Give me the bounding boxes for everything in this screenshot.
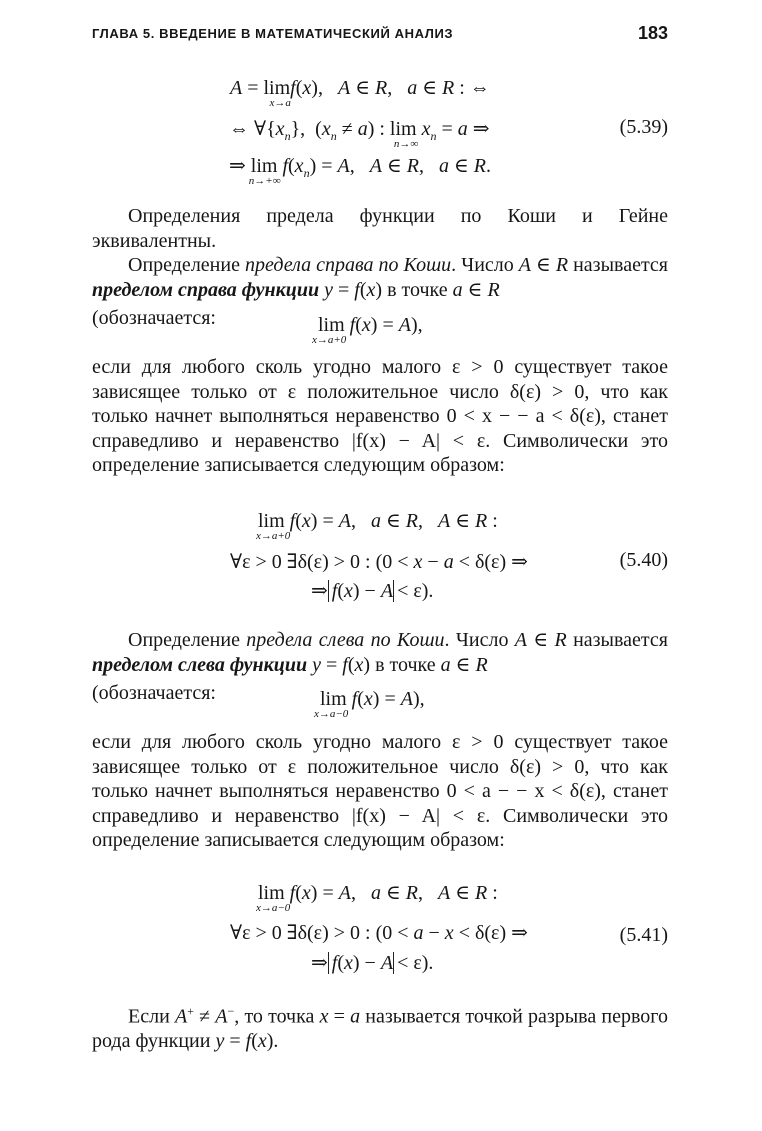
lim-subscript: x→a — [269, 97, 291, 109]
formula-line: ⇒ f(x) − A < ε). — [311, 952, 434, 974]
right-limit-definition: Определение предела справа по Коши. Число A ∈ R называется пределом справа функции y = f(x) в точке a ∈ R — [92, 254, 669, 301]
page-number: 183 — [637, 23, 668, 43]
text: . Число — [444, 629, 515, 651]
text: называется точкой разрыва первого рода функции — [92, 1005, 668, 1053]
discontinuity-paragraph: Если A+ ≠ A−, то точка x = a называется точкой разрыва первого рода функции y = f(x). — [92, 1004, 668, 1053]
term-italic: предела слева по Коши — [246, 629, 445, 651]
lim-subscript: x→a+0 — [312, 334, 347, 346]
formula-line: ⇒ f(x) − A < ε). — [311, 580, 434, 602]
paragraph-equivalence: Определения предела функции по Коши и Гейне эквивалентны. — [92, 205, 668, 252]
text: . Число — [451, 254, 519, 276]
formula-line: A = lim x→a f(x), A ∈ R, a ∈ R : ⇔ — [230, 77, 490, 109]
formula-inline: lim x→a−0 f(x) = A), — [314, 688, 425, 720]
text: , то точка — [234, 1005, 320, 1028]
text: Определение — [128, 629, 247, 651]
text: в точке — [382, 278, 453, 301]
equation-number: (5.41) — [619, 924, 668, 946]
text: называется — [566, 629, 668, 651]
text: в точке — [370, 653, 441, 676]
left-limit-definition: Определение предела слева по Коши. Число A ∈ R называется пределом слева функции y = f(x) в точке a ∈ R — [92, 629, 668, 676]
term-italic: предела справа по Коши — [244, 254, 452, 276]
lim-subscript: n→∞ — [393, 138, 419, 150]
notation-lead: (обозначается: — [92, 307, 216, 329]
text: Если — [128, 1005, 175, 1028]
text: называется — [568, 254, 669, 276]
chapter-title: ГЛАВА 5. ВВЕДЕНИЕ В МАТЕМАТИЧЕСКИЙ АНАЛИЗ — [92, 26, 454, 41]
lim-subscript: x→a+0 — [256, 530, 291, 542]
formula-line: ∀ε > 0 ∃δ(ε) > 0 : (0 < a − x < δ(ε) ⇒ — [230, 922, 528, 944]
page-header — [92, 24, 668, 48]
formula-line: lim x→a−0 f(x) = A, a ∈ R, A ∈ R : — [256, 882, 498, 914]
left-limit-body: если для любого сколь угодно малого ε > 0 существует такое зависящее только от ε положительное число δ(ε) > 0, что как только начнет выполняться неравенство 0 < a − − x < δ(ε), станет справедливо и неравенство |f(x) − A| < ε. Символически это определение записывается следующим образом: — [92, 731, 668, 852]
text: Определение — [128, 254, 245, 276]
formula-line: lim x→a+0 f(x) = A, a ∈ R, A ∈ R : — [256, 510, 498, 542]
formula-line: ⇒ lim n→+∞ $f(x_n) = A$, A ∈ R, a ∈ R. — [229, 155, 492, 187]
notation-lead: (обозначается: — [92, 682, 216, 704]
term-bold: пределом слева функции — [92, 653, 308, 676]
lim-subscript: x→a−0 — [256, 902, 291, 914]
formula-inline: lim x→a+0 f(x) = A), — [312, 314, 423, 346]
formula-line: ∀ε > 0 ∃δ(ε) > 0 : (0 < x − a < δ(ε) ⇒ — [230, 551, 528, 573]
lim-subscript: n→+∞ — [248, 175, 281, 187]
formula-line: ⇔ $\forall\{x_n\}$, $(x_n \ne a)$ : lim n→∞ $x_n = a$ ⇒ — [229, 118, 490, 150]
equation-number: (5.40) — [619, 549, 668, 571]
right-limit-body: если для любого сколь угодно малого ε > 0 существует такое зависящее только от ε положительное число δ(ε) > 0, что как только начнет выполняться неравенство 0 < x − − a < δ(ε), станет справедливо и неравенство |f(x) − A| < ε. Символически это определение записывается следующим образом: — [92, 356, 668, 477]
term-bold: пределом справа функции — [92, 278, 320, 301]
equation-number: (5.39) — [619, 116, 668, 138]
lim-subscript: x→a−0 — [314, 708, 349, 720]
